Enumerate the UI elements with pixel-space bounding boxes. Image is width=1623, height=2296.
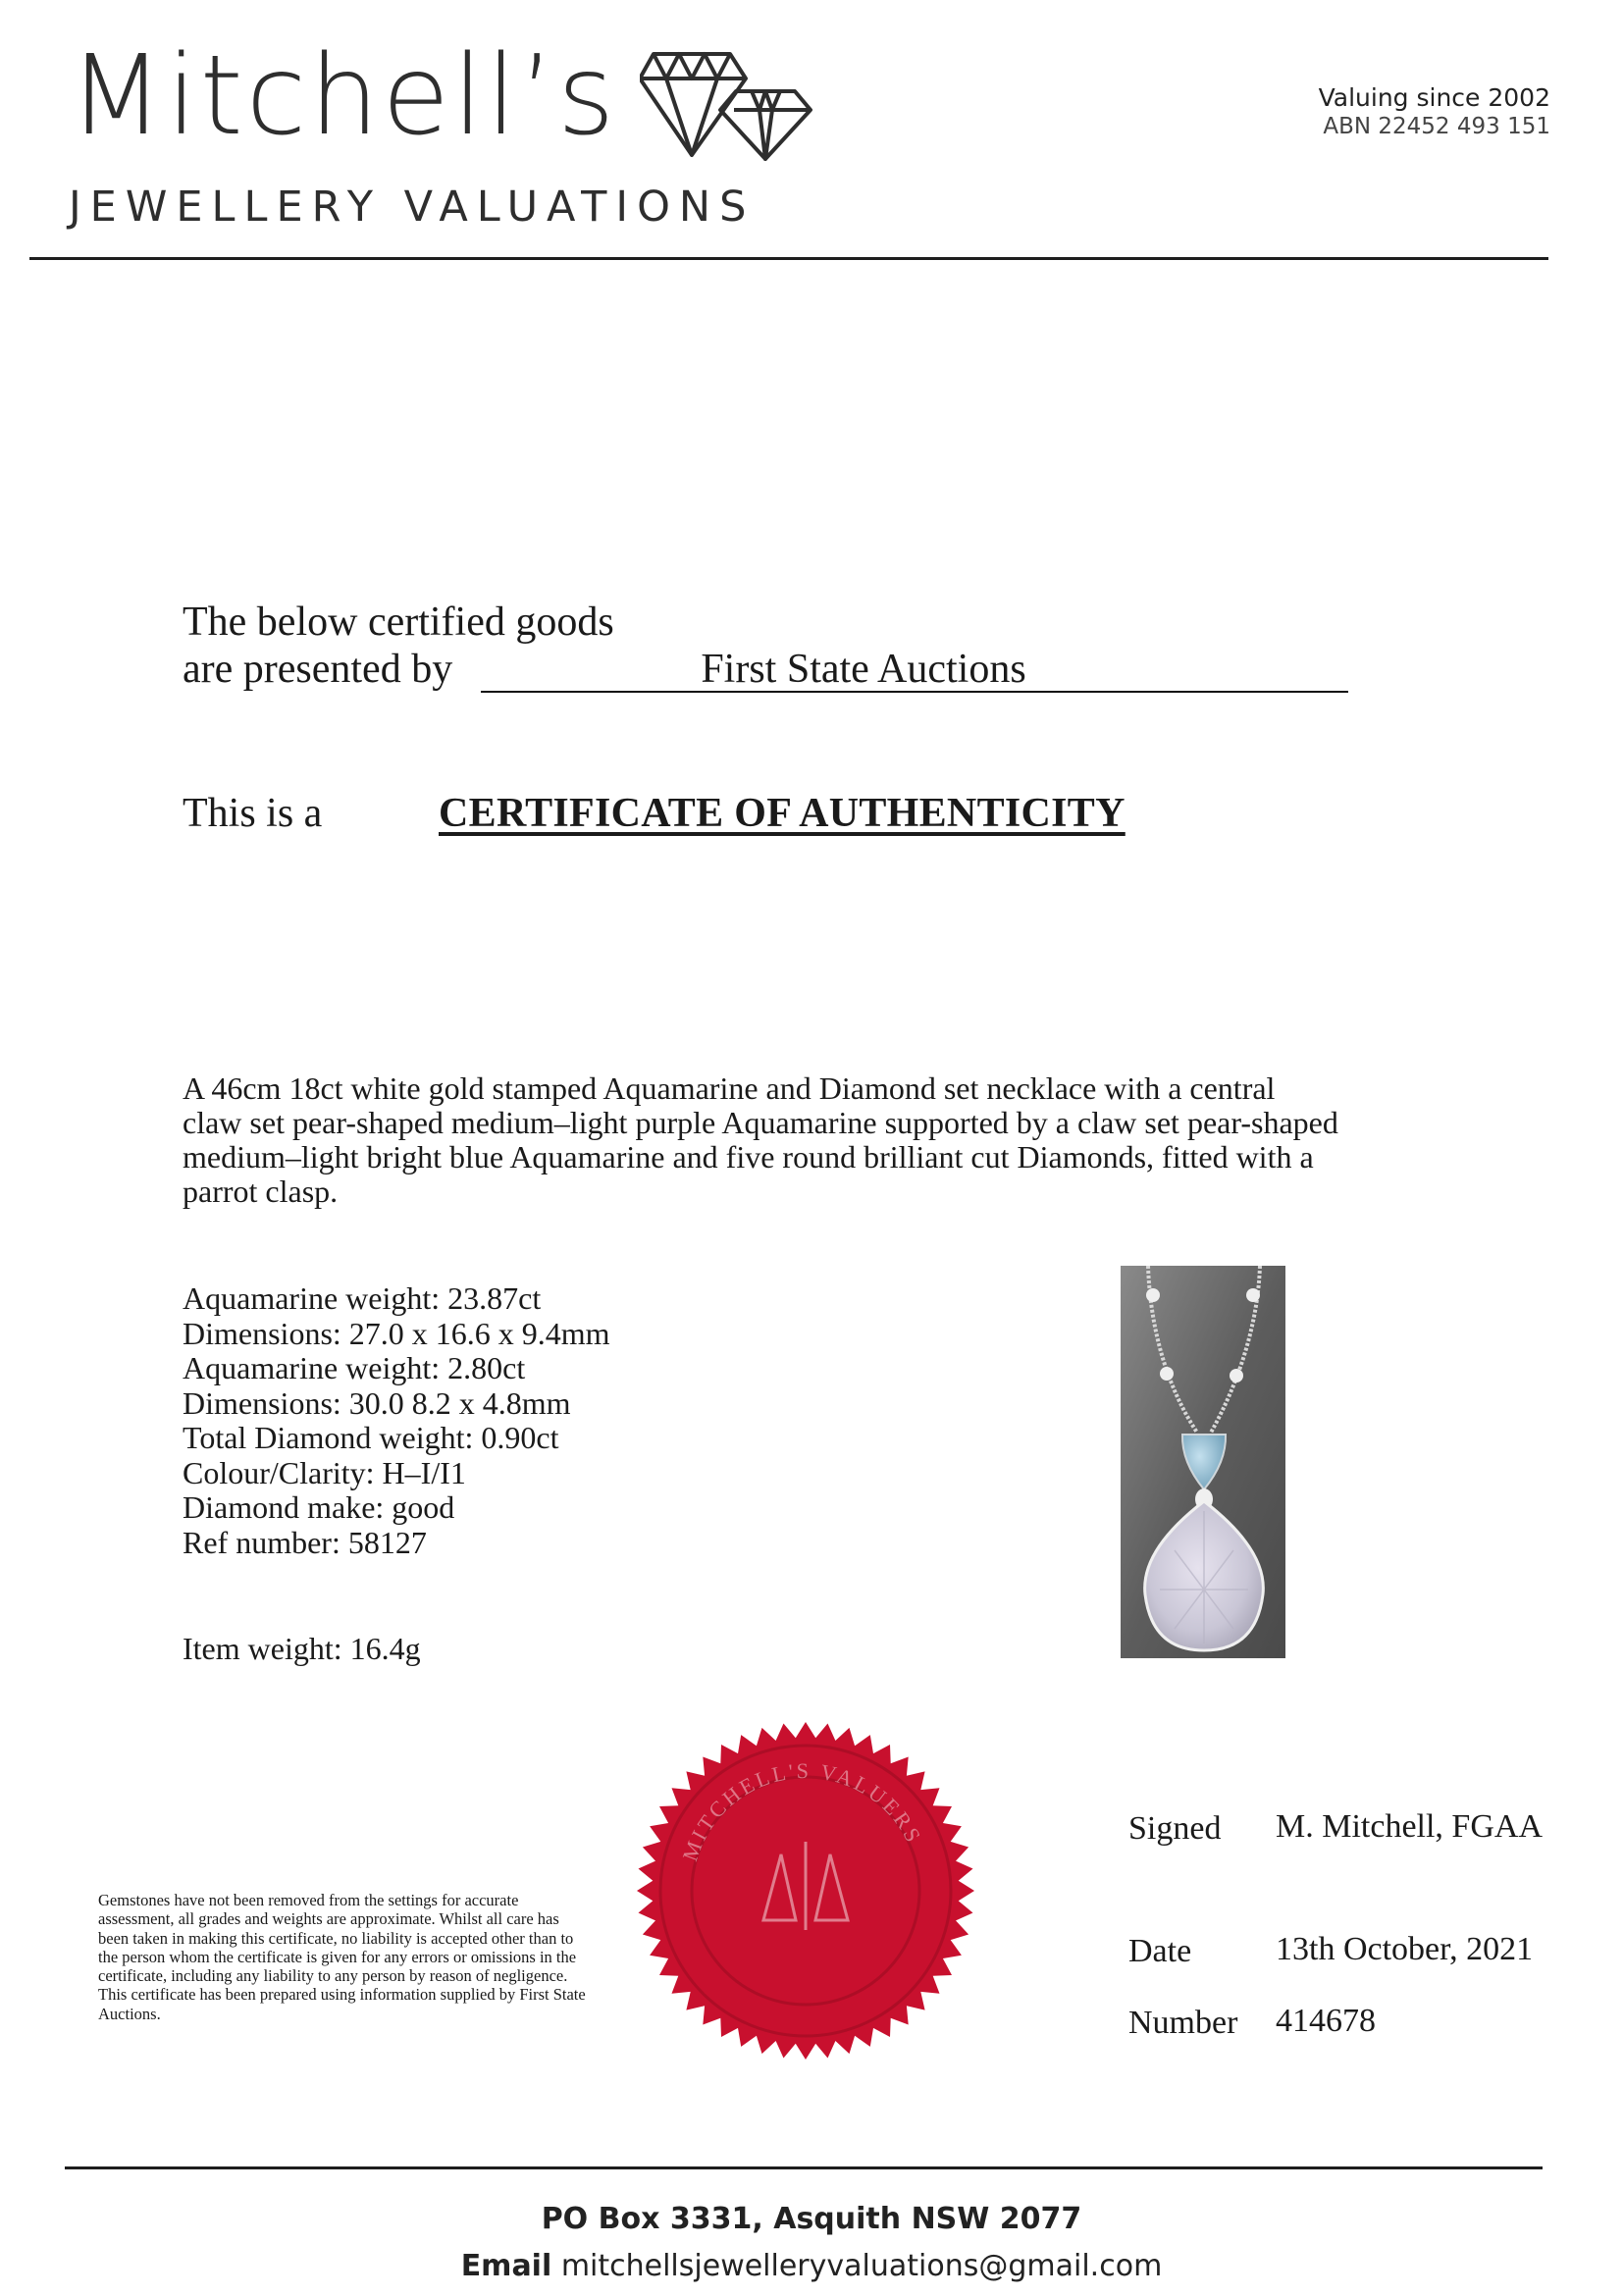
spec-colour-clarity: Colour/Clarity: H–I/I1: [183, 1454, 466, 1490]
footer-email[interactable]: mitchellsjewelleryvaluations@gmail.com: [560, 2249, 1163, 2283]
presenter-name: First State Auctions: [701, 647, 1026, 692]
diamond-logo-icon: [640, 49, 821, 162]
item-weight: Item weight: 16.4g: [183, 1631, 421, 1666]
date-value: 13th October, 2021: [1276, 1931, 1534, 1967]
spec-aquamarine-weight-2: Aquamarine weight: 2.80ct: [183, 1350, 526, 1385]
presented-line-2: are presented by: [183, 647, 453, 692]
number-value: 414678: [1276, 2003, 1376, 2039]
date-label: Date: [1128, 1933, 1192, 1969]
item-description: A 46cm 18ct white gold stamped Aquamarine and Diamond set necklace with a central claw set pear-shaped medium–light purple Aquamarine supported by a claw set pear-shaped medium–light bright blue Aquamarine and five round brilliant cut Diamonds, fitted with a parrot clasp.: [183, 1070, 1338, 1209]
signed-value: M. Mitchell, FGAA: [1276, 1808, 1543, 1845]
red-wax-seal: [634, 1719, 977, 2062]
signed-label: Signed: [1128, 1810, 1222, 1847]
spec-list: [183, 1281, 610, 1560]
spec-aquamarine-weight-1: Aquamarine weight: 23.87ct: [183, 1280, 542, 1316]
footer: [0, 2196, 1623, 2290]
spec-diamond-make: Diamond make: good: [183, 1489, 455, 1525]
footer-divider: [65, 2166, 1543, 2169]
header-divider: [29, 257, 1548, 260]
spec-dimensions-2: Dimensions: 30.0 8.2 x 4.8mm: [183, 1384, 571, 1421]
disclaimer-text: Gemstones have not been removed from the settings for accurate assessment, all grades and weights are approximate. Whilst all care has been taken in making this certificate, no liability is accepted other than to the person whom the certificate is given for any errors or omissions in the certificate, including any liability to any person by reason of negligence. This certificate has been prepared using information supplied by First State Auctions.: [98, 1891, 586, 2023]
abn-number: ABN 22452 493 151: [1323, 114, 1550, 140]
spec-total-diamond-weight: Total Diamond weight: 0.90ct: [183, 1420, 559, 1455]
footer-email-label: Email: [460, 2249, 552, 2283]
presented-line-1: The below certified goods: [183, 600, 614, 645]
header-info: [1319, 82, 1550, 141]
necklace-photo: [1121, 1266, 1285, 1658]
certificate-lead: This is a: [183, 791, 323, 836]
spec-ref-number: Ref number: 58127: [183, 1524, 427, 1560]
valuing-since: Valuing since 2002: [1318, 83, 1550, 112]
brand-subtitle: JEWELLERY VALUATIONS: [69, 183, 756, 232]
certificate-title: CERTIFICATE OF AUTHENTICITY: [439, 791, 1126, 836]
seal-emblem: MITCHELL'S VALUERS: [677, 1757, 927, 1864]
spec-dimensions-1: Dimensions: 27.0 x 16.6 x 9.4mm: [183, 1315, 610, 1351]
footer-address: PO Box 3331, Asquith NSW 2077: [541, 2202, 1082, 2236]
brand-logo-text: Mitchell’s: [69, 32, 618, 160]
number-label: Number: [1128, 2005, 1238, 2041]
